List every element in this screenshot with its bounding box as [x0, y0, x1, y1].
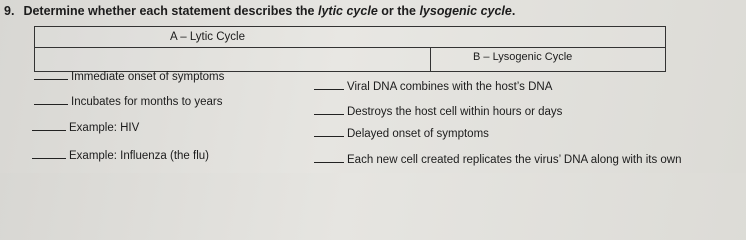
statement-text: Each new cell created replicates the virus’ DNA along with its own	[347, 154, 682, 166]
statement-right-3	[314, 125, 489, 140]
lytic-term: lytic cycle	[318, 4, 378, 18]
statement-left-1	[34, 68, 224, 83]
answer-blank[interactable]	[314, 151, 344, 163]
statement-right-2	[314, 103, 562, 118]
key-option-b: B – Lysogenic Cycle	[473, 51, 573, 63]
statement-left-3	[32, 119, 139, 134]
statement-text: Example: Influenza (the flu)	[69, 150, 209, 162]
key-divider-horizontal	[35, 47, 665, 48]
lysogenic-term: lysogenic cycle	[419, 4, 512, 18]
key-option-a: A – Lytic Cycle	[170, 31, 245, 43]
statement-left-4	[32, 147, 209, 162]
answer-key-box	[34, 26, 666, 72]
statement-text: Immediate onset of symptoms	[71, 71, 225, 83]
statement-right-1	[314, 78, 552, 93]
answer-blank[interactable]	[34, 68, 68, 80]
statement-text: Viral DNA combines with the host’s DNA	[347, 81, 553, 93]
answer-blank[interactable]	[32, 119, 66, 131]
answer-blank[interactable]	[314, 78, 344, 90]
answer-blank[interactable]	[314, 125, 344, 137]
key-divider-vertical	[430, 47, 431, 71]
statement-text: Incubates for months to years	[71, 96, 223, 108]
question-prompt	[4, 4, 515, 18]
statement-text: Delayed onset of symptoms	[347, 128, 489, 140]
question-text-before: Determine whether each statement describes the	[23, 4, 318, 18]
answer-blank[interactable]	[34, 93, 68, 105]
question-text-after: .	[511, 4, 516, 18]
statement-right-4	[314, 151, 682, 166]
question-number: 9.	[4, 4, 15, 18]
statement-text: Destroys the host cell within hours or days	[347, 106, 563, 118]
statement-text: Example: HIV	[69, 122, 140, 134]
answer-blank[interactable]	[314, 103, 344, 115]
question-text-middle: or the	[377, 4, 420, 18]
answer-blank[interactable]	[32, 147, 66, 159]
statement-left-2	[34, 93, 223, 108]
